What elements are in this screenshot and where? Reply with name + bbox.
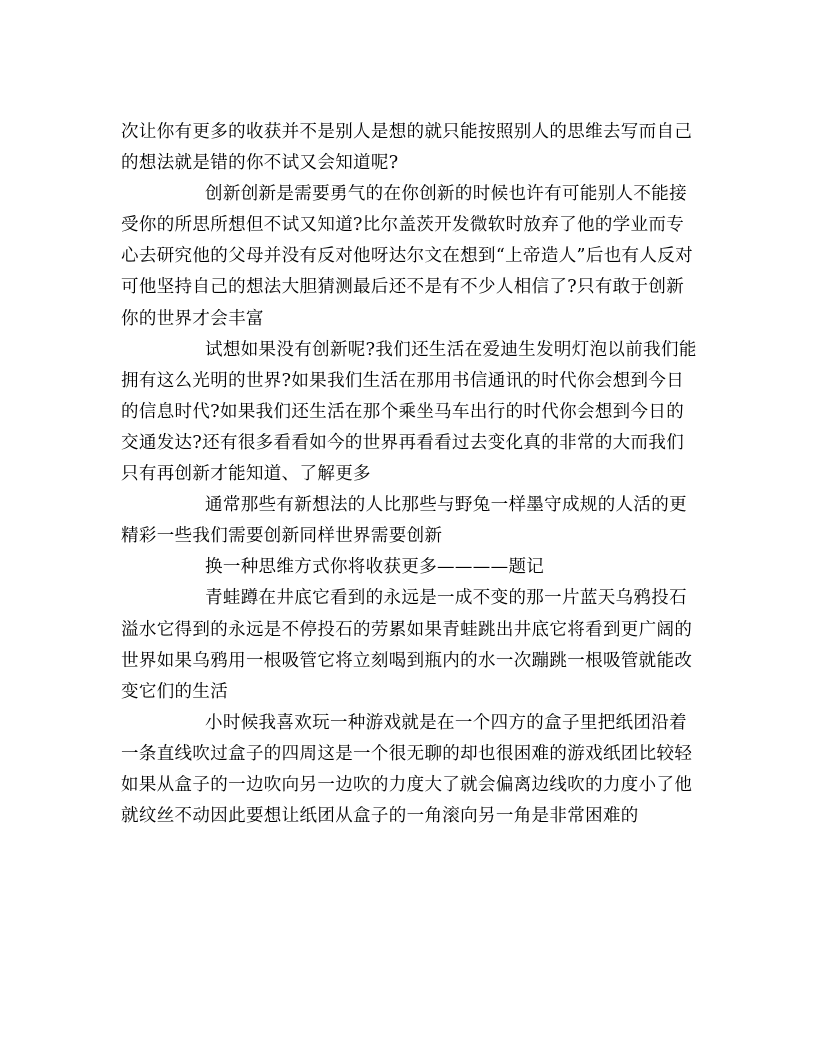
paragraph-2: 创新创新是需要勇气的在你创新的时候也许有可能别人不能接受你的所思所想但不试又知道?比尔盖茨开发微软时放弃了他的学业而专心去研究他的父母并没有反对他呀达尔文在想到“上帝造人”后也有人反对可他坚持自己的想法大胆猜测最后还不是有不少人相信了?只有敢于创新你的世界才会丰富 <box>121 184 693 329</box>
paragraph-4: 通常那些有新想法的人比那些与野兔一样墨守成规的人活的更精彩一些我们需要创新同样世界需要创新 <box>121 495 687 547</box>
paragraph-5: 青蛙蹲在井底它看到的永远是一成不变的那一片蓝天乌鸦投石溢水它得到的永远是不停投石的劳累如果青蛙跳出井底它将看到更广阔的世界如果乌鸦用一根吸管它将立刻喝到瓶内的水一次蹦跳一根吸管就能改变它们的生活 <box>121 588 693 702</box>
paragraph-1: 次让你有更多的收获并不是别人是想的就只能按照别人的思维去写而自己的想法就是错的你不试又会知道呢? <box>121 122 693 174</box>
epigraph-line: 换一种思维方式你将收获更多————题记 <box>205 557 545 578</box>
paragraph-3: 试想如果没有创新呢?我们还生活在爱迪生发明灯泡以前我们能拥有这么光明的世界?如果我们生活在那用书信通讯的时代你会想到今日的信息时代?如果我们还生活在那个乘坐马车出行的时代你会想到今日的交通发达?还有很多看看如今的世界再看看过去变化真的非常的大而我们只有再创新才能知道、了解更多 <box>121 339 697 485</box>
paragraph-6: 小时候我喜欢玩一种游戏就是在一个四方的盒子里把纸团沿着一条直线吹过盒子的四周这是一个很无聊的却也很困难的游戏纸团比较轻如果从盒子的一边吹向另一边吹的力度大了就会偏离边线吹的力度小了他就纹丝不动因此要想让纸团从盒子的一角滚向另一角是非常困难的 <box>121 712 693 827</box>
document-body <box>121 117 701 832</box>
